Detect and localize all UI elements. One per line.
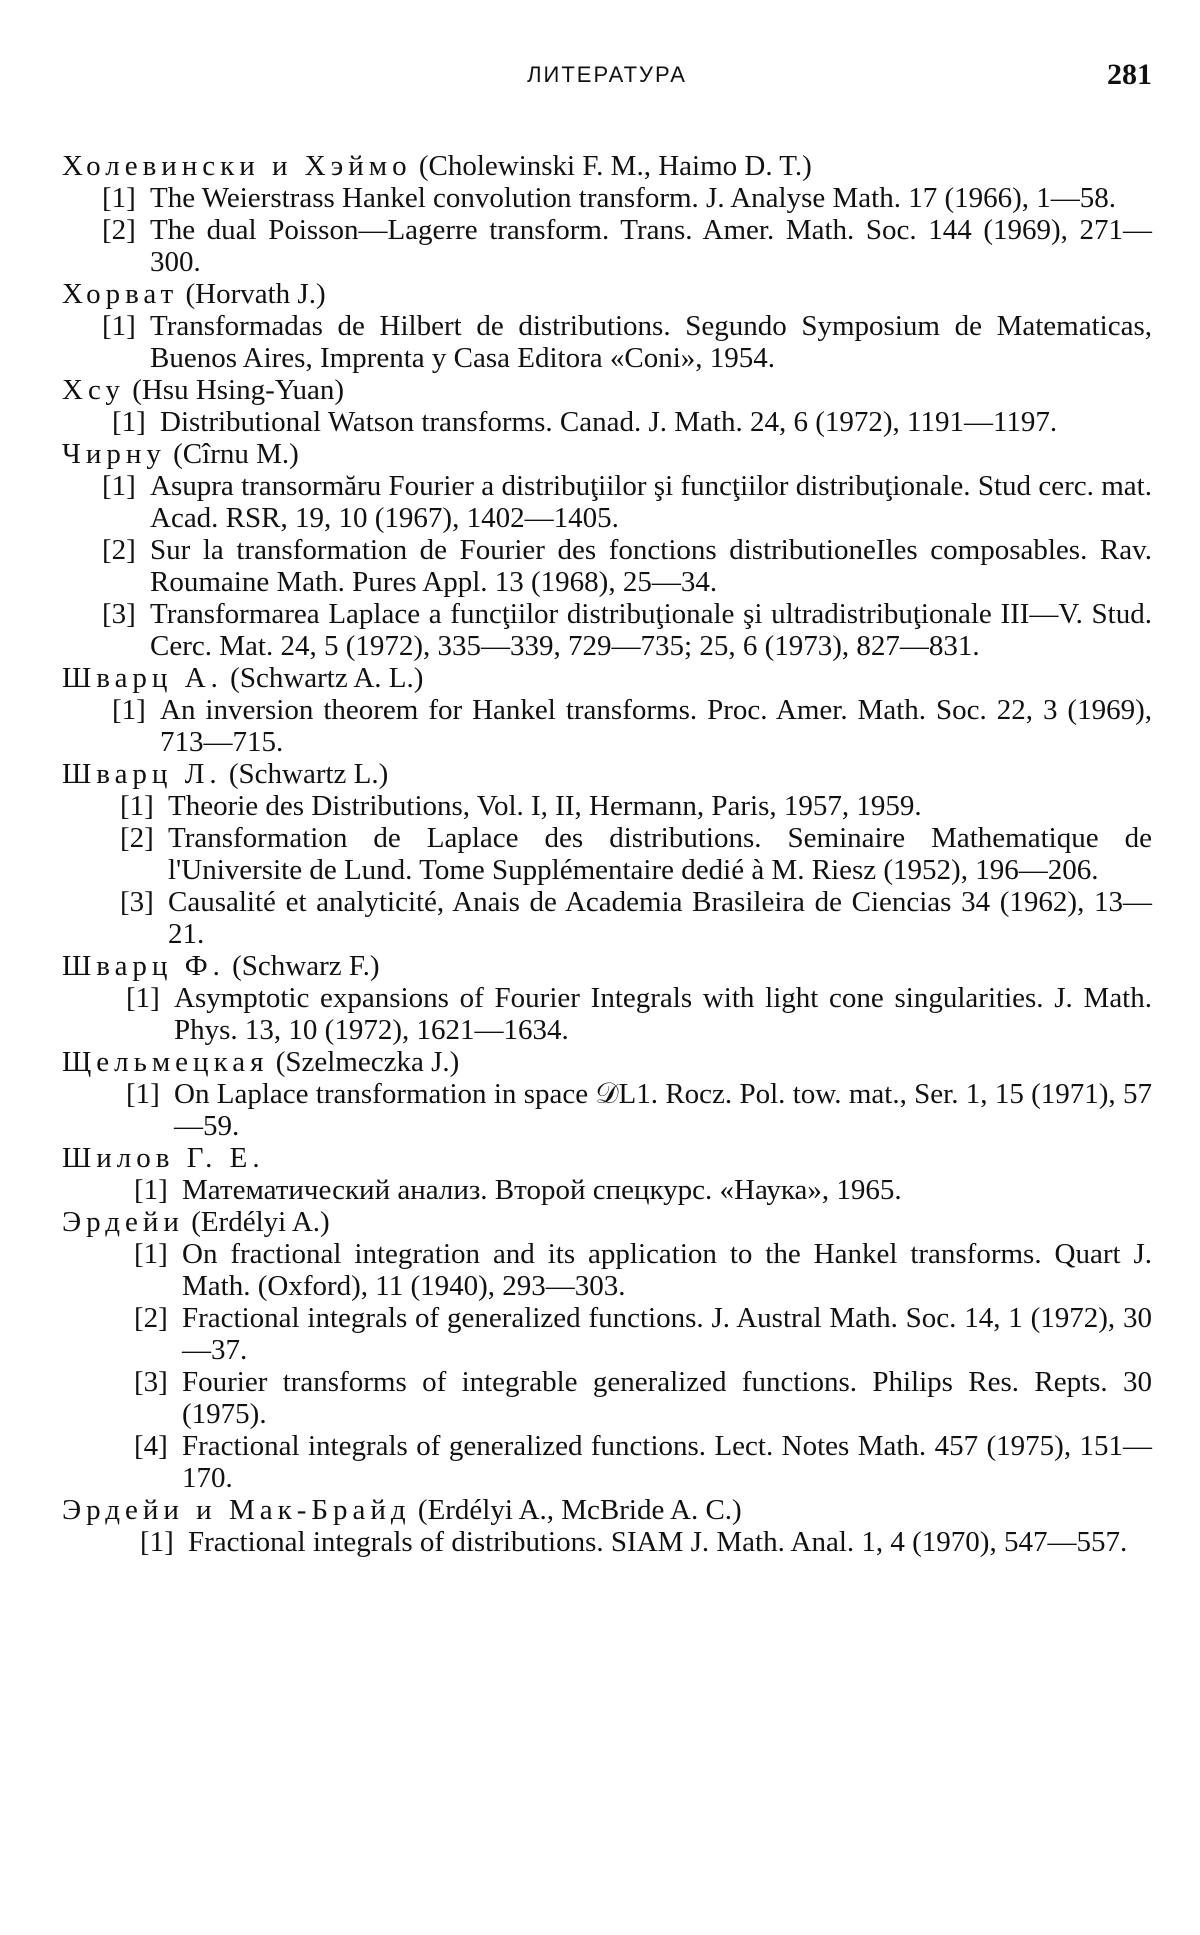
reference-entry: [102, 310, 1152, 374]
reference-number: [1]: [112, 406, 146, 438]
reference-entry: [120, 822, 1152, 886]
reference-author: [62, 758, 1152, 790]
reference-text: Transformarea Laplace a funcţiilor distribuţionale şi ultradistribuţionale III—V. Stud. Cerc. Mat. 24, 5 (1972), 335—339, 729—735; 25, 6 (1973), 827—831.: [150, 598, 1152, 662]
reference-number: [1]: [126, 982, 160, 1014]
reference-entry: [140, 1526, 1152, 1558]
reference-text: On fractional integration and its application to the Hankel transforms. Quart J. Math. (Oxford), 11 (1940), 293—303.: [182, 1238, 1152, 1302]
reference-entry: [134, 1174, 1152, 1206]
reference-text: On Laplace transformation in space 𝒟L1. Rocz. Pol. tow. mat., Ser. 1, 15 (1971), 57—59.: [174, 1078, 1152, 1142]
reference-author: [62, 150, 1152, 182]
reference-author: [62, 438, 1152, 470]
author-name-latin: (Horvath J.): [185, 278, 326, 310]
reference-entry: [112, 694, 1152, 758]
reference-entry: [102, 214, 1152, 278]
reference-author: [62, 1206, 1152, 1238]
author-name-cyrillic: Шилов Г. Е.: [62, 1142, 265, 1174]
author-name-cyrillic: Шварц А.: [62, 662, 223, 694]
reference-number: [1]: [126, 1078, 160, 1110]
running-title: ЛИТЕРАТУРА: [527, 62, 687, 87]
author-name-latin: (Schwartz A. L.): [230, 662, 424, 694]
reference-entry: [102, 470, 1152, 534]
reference-list: [62, 150, 1152, 1558]
reference-number: [1]: [112, 694, 146, 726]
author-name-cyrillic: Шварц Л.: [62, 758, 222, 790]
reference-author: [62, 1142, 1152, 1174]
reference-text: Causalité et analyticité, Anais de Academia Brasileira de Ciencias 34 (1962), 13—21.: [168, 886, 1152, 950]
reference-number: [4]: [134, 1430, 168, 1462]
author-name-latin: (Erdélyi A.): [191, 1206, 330, 1238]
reference-number: [3]: [134, 1366, 168, 1398]
reference-number: [2]: [102, 214, 136, 246]
reference-text: Theorie des Distributions, Vol. I, II, Hermann, Paris, 1957, 1959.: [168, 790, 922, 822]
reference-text: Transformadas de Hilbert de distributions. Segundo Symposium de Matematicas, Buenos Aires, Imprenta y Casa Editora «Coni», 1954.: [150, 310, 1152, 374]
author-name-latin: (Schwarz F.): [232, 950, 380, 982]
reference-entry: [102, 534, 1152, 598]
reference-entry: [134, 1302, 1152, 1366]
reference-text: Asupra transormăru Fourier a distribuţiilor şi funcţiilor distribuţionale. Stud cerc. mat. Acad. RSR, 19, 10 (1967), 1402—1405.: [150, 470, 1152, 534]
author-name-cyrillic: Хсу: [62, 374, 125, 406]
reference-number: [1]: [102, 182, 136, 214]
reference-number: [1]: [120, 790, 154, 822]
author-name-cyrillic: Шварц Ф.: [62, 950, 225, 982]
reference-number: [1]: [134, 1174, 168, 1206]
author-name-latin: (Erdélyi A., McBride A. C.): [417, 1494, 742, 1526]
reference-text: Fractional integrals of generalized functions. J. Austral Math. Soc. 14, 1 (1972), 30—37.: [182, 1302, 1152, 1366]
reference-author: [62, 662, 1152, 694]
reference-text: Transformation de Laplace des distributions. Seminaire Mathematique de l'Universite de Lund. Tome Supplémentaire dedié à M. Riesz (1952), 196—206.: [168, 822, 1152, 886]
reference-number: [3]: [120, 886, 154, 918]
author-name-cyrillic: Эрдейи и Мак-Брайд: [62, 1494, 411, 1526]
reference-text: Sur la transformation de Fourier des fonctions distributioneIles composables. Rav. Roumaine Math. Pures Appl. 13 (1968), 25—34.: [150, 534, 1152, 598]
author-name-latin: (Schwartz L.): [228, 758, 389, 790]
reference-entry: [102, 182, 1152, 214]
reference-number: [1]: [140, 1526, 174, 1558]
reference-author: [62, 1494, 1152, 1526]
author-name-latin: (Cîrnu M.): [173, 438, 299, 470]
reference-text: Fractional integrals of generalized functions. Lect. Notes Math. 457 (1975), 151—170.: [182, 1430, 1152, 1494]
reference-number: [2]: [102, 534, 136, 566]
reference-number: [2]: [120, 822, 154, 854]
reference-text: The Weierstrass Hankel convolution transform. J. Analyse Math. 17 (1966), 1—58.: [150, 182, 1117, 214]
reference-number: [1]: [102, 470, 136, 502]
reference-entry: [126, 982, 1152, 1046]
reference-number: [1]: [102, 310, 136, 342]
author-name-cyrillic: Хорват: [62, 278, 179, 310]
page-number: 281: [1107, 58, 1152, 91]
reference-number: [1]: [134, 1238, 168, 1270]
reference-text: An inversion theorem for Hankel transforms. Proc. Amer. Math. Soc. 22, 3 (1969), 713—715.: [160, 694, 1152, 758]
author-name-cyrillic: Эрдейи: [62, 1206, 184, 1238]
reference-text: Fourier transforms of integrable generalized functions. Philips Res. Repts. 30 (1975).: [182, 1366, 1152, 1430]
reference-text: Asymptotic expansions of Fourier Integrals with light cone singularities. J. Math. Phys. 13, 10 (1972), 1621—1634.: [174, 982, 1152, 1046]
reference-text: Distributional Watson transforms. Canad. J. Math. 24, 6 (1972), 1191—1197.: [160, 406, 1058, 438]
reference-author: [62, 374, 1152, 406]
reference-author: [62, 278, 1152, 310]
reference-entry: [102, 598, 1152, 662]
reference-number: [2]: [134, 1302, 168, 1334]
author-name-latin: (Szelmeczka J.): [275, 1046, 460, 1078]
author-name-latin: (Cholewinski F. M., Haimo D. T.): [418, 150, 812, 182]
reference-text: Математический анализ. Второй спецкурс. «Наука», 1965.: [182, 1174, 902, 1206]
reference-entry: [134, 1430, 1152, 1494]
author-name-cyrillic: Чирну: [62, 438, 166, 470]
reference-entry: [134, 1366, 1152, 1430]
author-name-latin: (Hsu Hsing-Yuan): [132, 374, 345, 406]
reference-text: The dual Poisson—Lagerre transform. Trans. Amer. Math. Soc. 144 (1969), 271—300.: [150, 214, 1152, 278]
reference-author: [62, 1046, 1152, 1078]
reference-text: Fractional integrals of distributions. SIAM J. Math. Anal. 1, 4 (1970), 547—557.: [188, 1526, 1128, 1558]
reference-entry: [134, 1238, 1152, 1302]
reference-entry: [112, 406, 1152, 438]
page-header: [62, 58, 1152, 98]
reference-entry: [120, 790, 1152, 822]
author-name-cyrillic: Щельмецкая: [62, 1046, 269, 1078]
reference-number: [3]: [102, 598, 136, 630]
reference-entry: [126, 1078, 1152, 1142]
reference-author: [62, 950, 1152, 982]
document-page: [62, 0, 1152, 1935]
reference-entry: [120, 886, 1152, 950]
author-name-cyrillic: Холевински и Хэймо: [62, 150, 412, 182]
